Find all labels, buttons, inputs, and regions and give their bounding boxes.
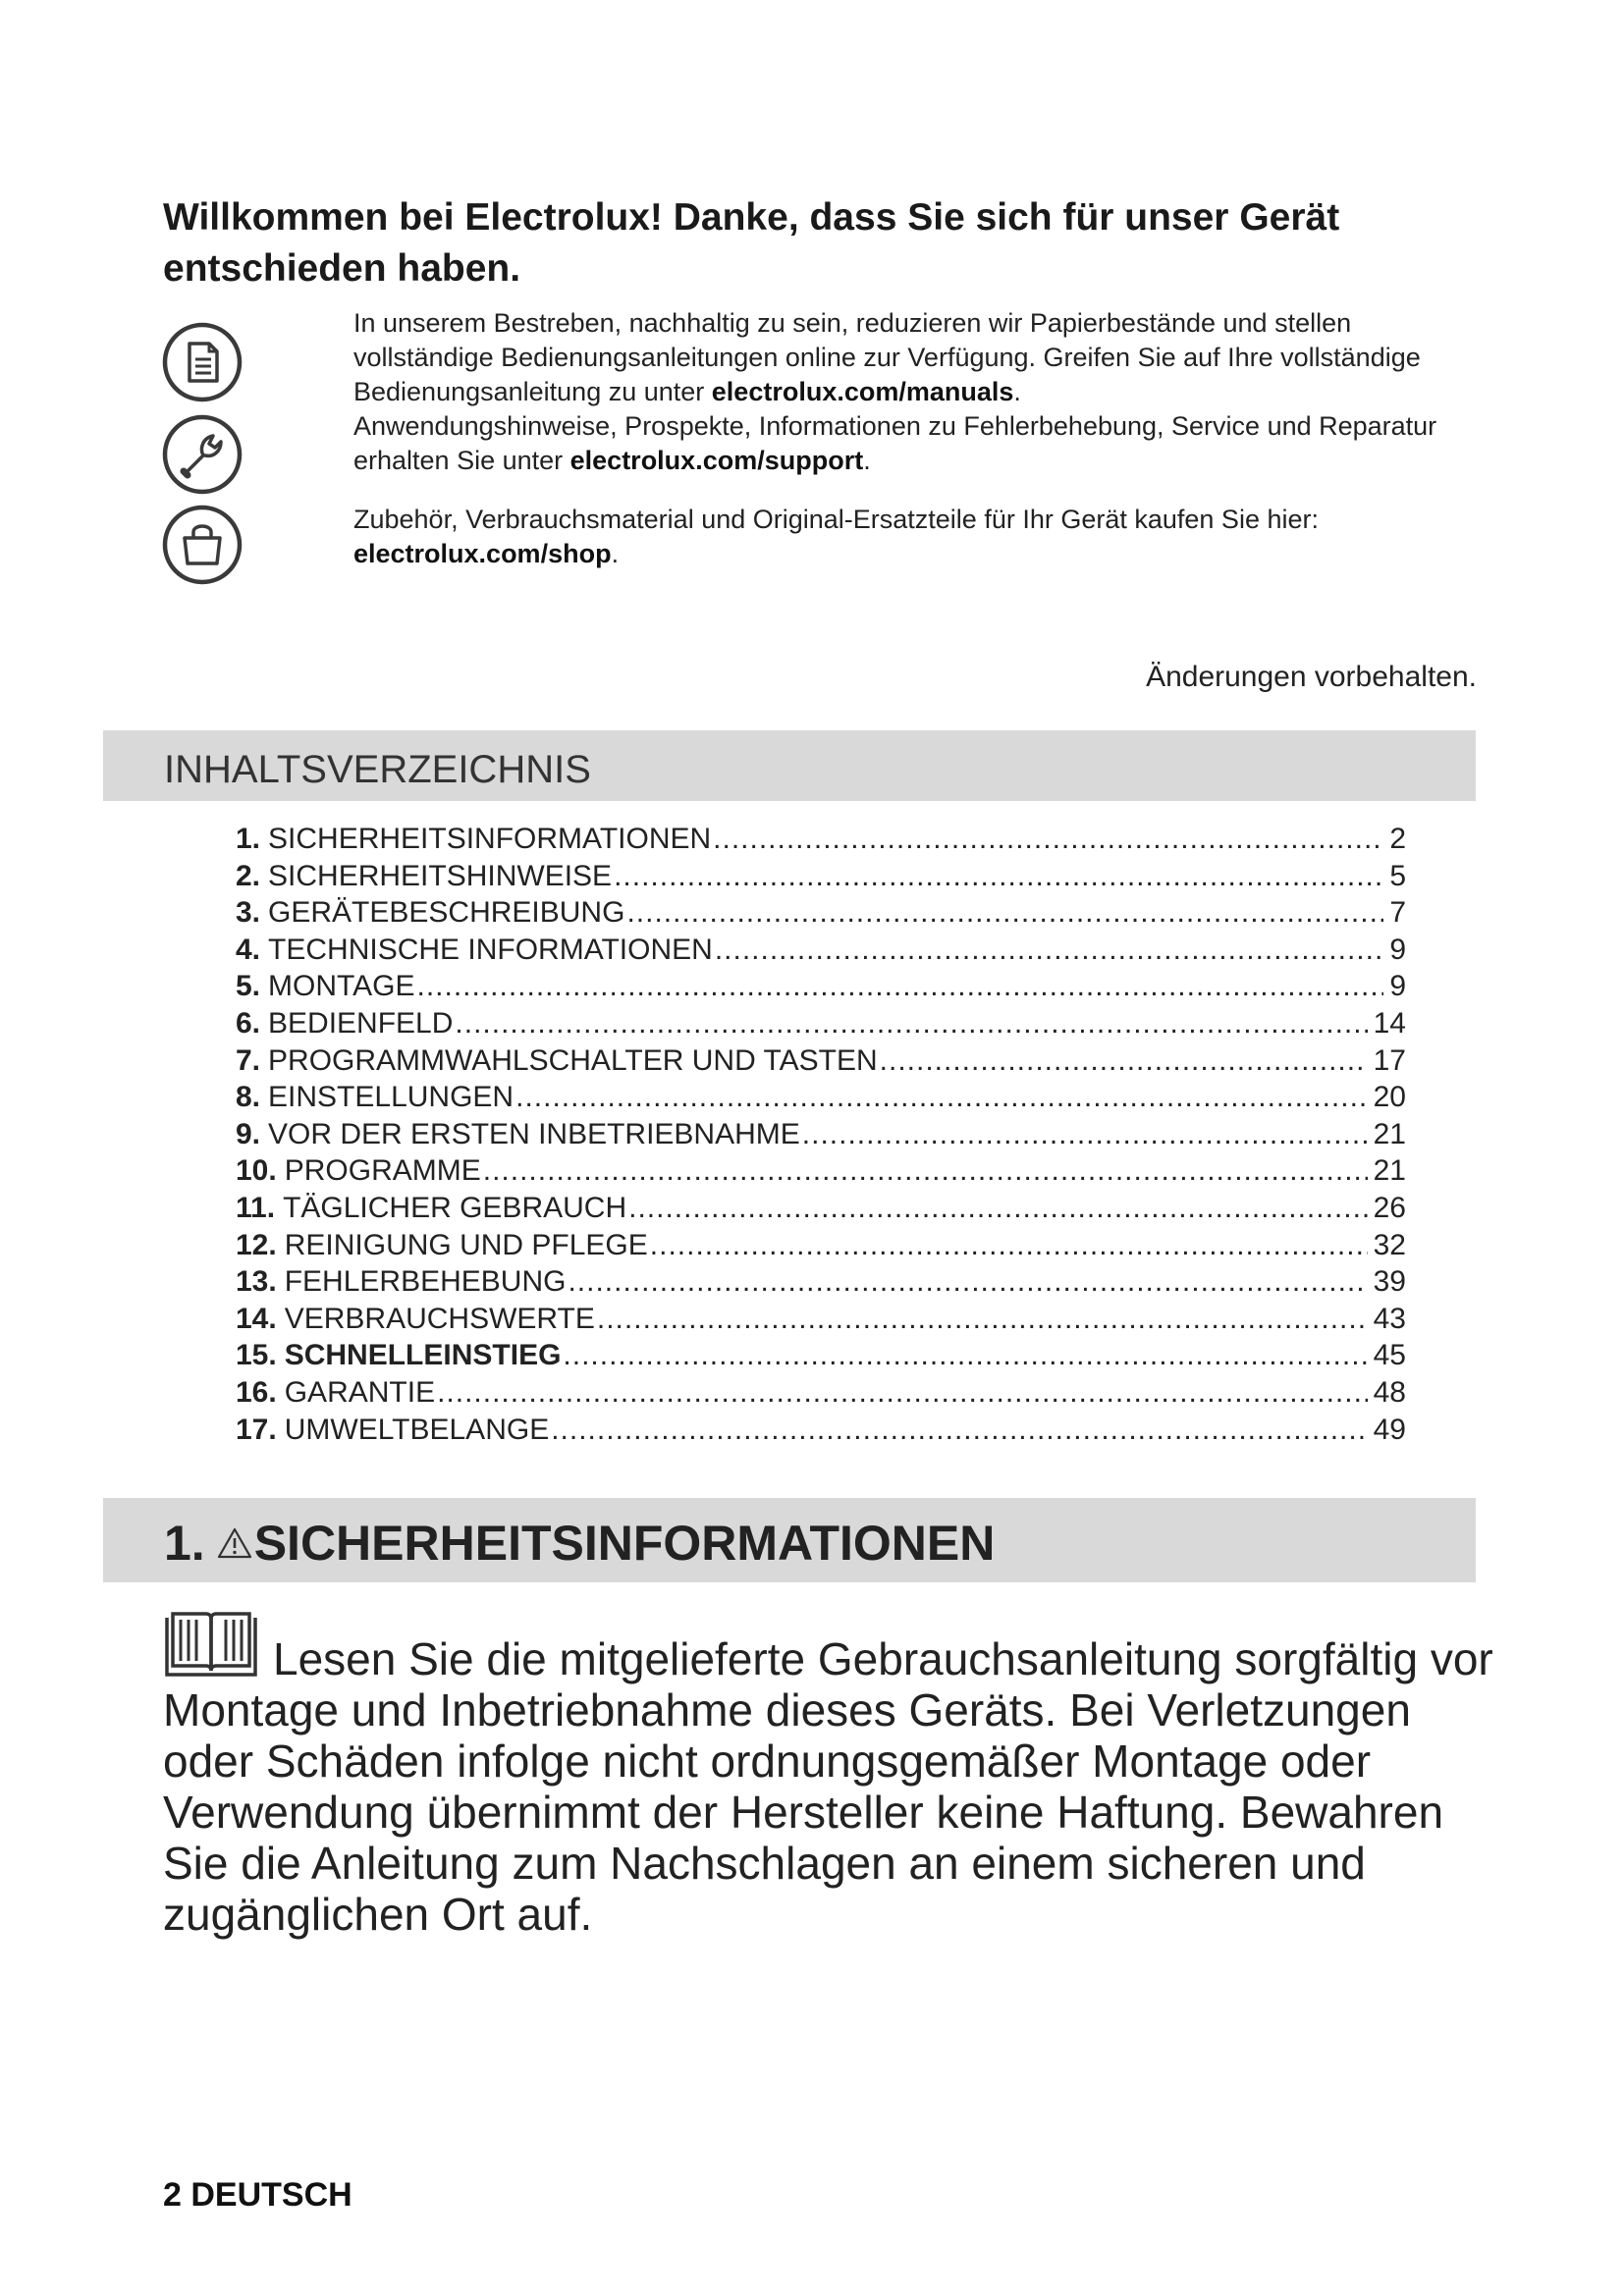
toc-item-title: SICHERHEITSINFORMATIONEN bbox=[268, 823, 712, 855]
toc-item[interactable] bbox=[236, 1005, 1406, 1042]
toc-item-title: GARANTIE bbox=[284, 1375, 436, 1409]
toc-leader-dots bbox=[614, 858, 1383, 894]
toc-leader-dots bbox=[416, 968, 1383, 1004]
toc-item-page: 17 bbox=[1373, 1043, 1406, 1077]
changes-note: Änderungen vorbehalten. bbox=[1146, 661, 1477, 693]
support-link[interactable]: electrolux.com/support bbox=[569, 446, 864, 475]
toc-item-page: 7 bbox=[1389, 896, 1406, 930]
toc-leader-dots bbox=[597, 1301, 1368, 1337]
toc-leader-dots bbox=[713, 821, 1383, 857]
toc-item-number: 9. bbox=[236, 1117, 261, 1150]
toc-item-page: 21 bbox=[1373, 1154, 1406, 1188]
toc-item[interactable] bbox=[236, 1079, 1406, 1116]
toc-item-title: SICHERHEITSHINWEISE bbox=[268, 859, 613, 892]
toc-item-number: 14. bbox=[236, 1302, 277, 1335]
toc-item[interactable] bbox=[236, 1227, 1406, 1264]
toc-item[interactable] bbox=[236, 968, 1406, 1005]
toc-item[interactable] bbox=[236, 1374, 1406, 1412]
toc-item-number: 6. bbox=[236, 1006, 261, 1040]
toc-leader-dots bbox=[551, 1412, 1367, 1448]
toc-item-page: 49 bbox=[1373, 1413, 1406, 1446]
toc-item-number: 16. bbox=[236, 1375, 277, 1409]
section-title: SICHERHEITSINFORMATIONEN bbox=[253, 1516, 996, 1571]
toc-header-band bbox=[103, 730, 1476, 801]
toc-item-number: 17. bbox=[236, 1413, 277, 1446]
toc-item[interactable] bbox=[236, 1152, 1406, 1190]
toc-item[interactable] bbox=[236, 1337, 1406, 1374]
toc-item-page: 39 bbox=[1373, 1265, 1406, 1299]
toc-leader-dots bbox=[568, 1263, 1367, 1300]
safety-paragraph: Lesen Sie die mitgelieferte Gebrauchsanleitung sorgfältig vor Montage und Inbetriebnahme dieses Geräts. Bei Verletzungen oder Schäden infolge nicht ordnungsgemäßer Montage oder Verwendung übernimmt der Hersteller keine Haftung. Bewahren Sie die Anleitung zum Nachschlagen an einem sicheren und zugänglichen Ort auf. bbox=[163, 1633, 1493, 1940]
toc-item-title: FEHLERBEHEBUNG bbox=[284, 1265, 567, 1299]
manuals-link[interactable]: electrolux.com/manuals bbox=[711, 377, 1014, 406]
toc-item-title: PROGRAMME bbox=[284, 1154, 481, 1188]
shop-link[interactable]: electrolux.com/shop bbox=[353, 539, 612, 568]
toc-item-title: BEDIENFELD bbox=[268, 1006, 454, 1040]
toc-item-page: 48 bbox=[1373, 1375, 1406, 1409]
toc-item-page: 14 bbox=[1373, 1006, 1406, 1040]
toc-item-page: 20 bbox=[1373, 1081, 1406, 1114]
toc-leader-dots bbox=[483, 1152, 1368, 1189]
toc-item-number: 4. bbox=[236, 933, 261, 966]
shop-paragraph: Zubehör, Verbrauchsmaterial und Original-Ersatzteile für Ihr Gerät kaufen Sie hier: electrolux.com/shop. bbox=[353, 505, 1319, 568]
toc-item-page: 43 bbox=[1373, 1302, 1406, 1335]
document-icon bbox=[160, 320, 244, 404]
toc-item[interactable] bbox=[236, 894, 1406, 932]
warning-icon bbox=[217, 1526, 252, 1560]
toc-heading: INHALTSVERZEICHNIS bbox=[164, 748, 591, 791]
toc-item[interactable] bbox=[236, 1263, 1406, 1301]
toc-item-number: 12. bbox=[236, 1228, 277, 1261]
toc-item-number: 2. bbox=[236, 859, 261, 892]
toc-item[interactable] bbox=[236, 932, 1406, 969]
wrench-icon bbox=[160, 412, 244, 497]
support-text: Anwendungshinweise, Prospekte, Informationen zu Fehlerbehebung, Service und Reparatur erhalten Sie unter bbox=[353, 411, 1437, 475]
page-footer: 2 DEUTSCH bbox=[163, 2176, 352, 2214]
toc-item-title: VOR DER ERSTEN INBETRIEBNAHME bbox=[268, 1117, 800, 1150]
toc-item[interactable] bbox=[236, 858, 1406, 895]
toc-item-page: 45 bbox=[1373, 1339, 1406, 1372]
shopping-bag-icon bbox=[160, 503, 244, 587]
table-of-contents bbox=[236, 821, 1406, 1448]
toc-item-number: 7. bbox=[236, 1043, 261, 1077]
toc-leader-dots bbox=[650, 1227, 1368, 1263]
toc-leader-dots bbox=[455, 1005, 1367, 1041]
toc-item-page: 32 bbox=[1373, 1228, 1406, 1261]
toc-item-number: 10. bbox=[236, 1154, 277, 1188]
toc-item-number: 11. bbox=[236, 1191, 276, 1224]
toc-item-title: MONTAGE bbox=[268, 970, 415, 1003]
toc-item-title: REINIGUNG UND PFLEGE bbox=[284, 1228, 648, 1261]
toc-leader-dots bbox=[715, 932, 1383, 968]
toc-item[interactable] bbox=[236, 1412, 1406, 1449]
toc-item-title: TÄGLICHER GEBRAUCH bbox=[283, 1191, 627, 1224]
toc-item-title: TECHNISCHE INFORMATIONEN bbox=[268, 933, 713, 966]
toc-item-page: 9 bbox=[1389, 933, 1406, 966]
manuals-paragraph: In unserem Bestreben, nachhaltig zu sein, reduzieren wir Papierbestände und stellen vollständige Bedienungsanleitungen online zur Verfügung. Greifen Sie auf Ihre vollständige Bedienungsanleitung zu unter electrolux.com/manuals. Anwendungshinweise, Prospekte, Informationen zu Fehlerbehebung, Service und Reparatur erhalten Sie unter electrolux.com/support. bbox=[353, 308, 1437, 475]
toc-item-number: 13. bbox=[236, 1265, 277, 1299]
toc-item-page: 21 bbox=[1373, 1117, 1406, 1150]
toc-item-number: 5. bbox=[236, 970, 261, 1003]
toc-item-number: 3. bbox=[236, 896, 261, 930]
toc-item[interactable] bbox=[236, 1042, 1406, 1080]
toc-leader-dots bbox=[628, 1190, 1368, 1226]
toc-item-title: PROGRAMMWAHLSCHALTER UND TASTEN bbox=[268, 1043, 878, 1077]
toc-item[interactable] bbox=[236, 1301, 1406, 1338]
toc-leader-dots bbox=[515, 1079, 1368, 1115]
toc-item-title: EINSTELLUNGEN bbox=[268, 1081, 514, 1114]
toc-item-page: 2 bbox=[1389, 823, 1406, 855]
toc-item[interactable] bbox=[236, 1190, 1406, 1227]
toc-item-number: 8. bbox=[236, 1081, 261, 1114]
toc-leader-dots bbox=[437, 1374, 1368, 1411]
toc-item-page: 9 bbox=[1389, 970, 1406, 1003]
toc-item[interactable] bbox=[236, 1116, 1406, 1153]
section-number: 1. bbox=[164, 1516, 205, 1571]
welcome-heading: Willkommen bei Electrolux! Danke, dass Sie sich für unser Gerät entschieden haben. bbox=[163, 196, 1340, 290]
section-heading bbox=[164, 1516, 995, 1571]
section-header-band bbox=[103, 1498, 1476, 1582]
toc-item-title: GERÄTEBESCHREIBUNG bbox=[268, 896, 625, 930]
toc-leader-dots bbox=[880, 1042, 1368, 1079]
toc-item-title: SCHNELLEINSTIEG bbox=[284, 1339, 562, 1372]
toc-leader-dots bbox=[802, 1116, 1368, 1152]
toc-item-number: 15. bbox=[236, 1339, 277, 1372]
toc-item-page: 26 bbox=[1373, 1191, 1406, 1224]
toc-item-number: 1. bbox=[236, 823, 261, 855]
toc-item-title: VERBRAUCHSWERTE bbox=[284, 1302, 595, 1335]
toc-leader-dots bbox=[626, 894, 1383, 931]
toc-item-page: 5 bbox=[1389, 859, 1406, 892]
toc-item-title: UMWELTBELANGE bbox=[284, 1413, 550, 1446]
toc-item[interactable] bbox=[236, 821, 1406, 858]
toc-leader-dots bbox=[563, 1337, 1367, 1373]
